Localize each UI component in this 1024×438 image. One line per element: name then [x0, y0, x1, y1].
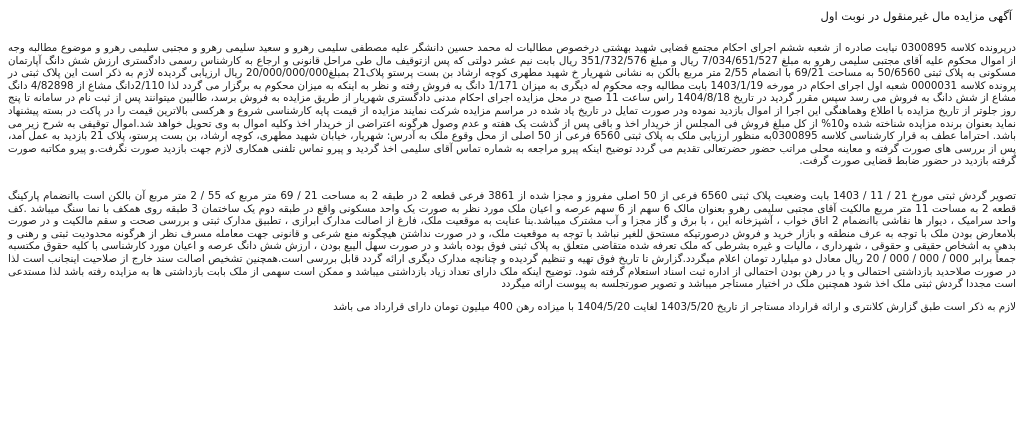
notice-paragraph-case-details: درپرونده کلاسه 0300895 نیابت صادره از شعبه ششم اجرای احکام مجتمع قضایی شهید بهشتی درخصوص مطالبات له محمد حسین دانشگر علیه مصطفی سلیمی رهرو و سعید سلیمی رهرو و مجتبی سلیمی رهرو و موضوع مطالبه وجه از اموال محکوم علیه آقای مجتبی سلیمی رهرو به مبلغ 7/034/651/527 ریال و مبلغ 351/732/576 ریال بابت نیم عشر دولتی که پس ازتوقیف مال طی مراحل قانونی و ارجاع به کارشناس رسمی دادگستری ارزش شش دانگ آپارتمان مسکونی به پلاک ثبتی 50/6560 به مساحت 69/21 با انضمام 2/55 متر مربع بالکن به نشانی شهریار خ شهید مطهری کوچه ارشاد بن بست پرستو پلاک21 بمبلغ20/000/000/000 ریال ارزیابی گردیده لازم به ذکر است این پلاک ثبتی در پرونده کلاسه 0000031 شعبه اول اجرای احکام در مورخه 1403/1/19 بابت مطالبه وجه محکوم له دیگری به میزان 1/171 دانگ به فروش رفته و نظر به اینکه به میزان محکوم به برگزار می گردد لذا 2/110دانگ مشاع از 4/82898 دانگ مشاع از شش دانگ به فروش می رسد سپس مقرر گردید در تاریخ 1404/8/18 راس ساعت 11 صبح در محل مزایده اجرای احکام مدنی دادگستری شهریار از طریق مزایده به فروش برسد، طالبین میتوانند پس از ثبت نام در سامانه تا پنج روز جلوتر از تاریخ مزایده با اطلاع وهماهنگی این اجرا از اموال بازدید نموده ودر صورت تمایل در تاریخ یاد شده در مراسم مزایده شرکت نمایند مزایده از قیمت پایه کارشناسی شروع و هرکسی بالاترین قیمت را در پاکت در بسته پیشنهاد نماید بعنوان برنده مزایده شناخته شده و10% از کل مبلغ فروش فی المجلس از خریدار اخذ و باقی پس از گذشت یک هفته و عدم وصول هرگونه اعتراضی از خریدار اخذ وکلیه اموال به وی تحویل خواهد شد.اموال توقیفی به شرح زیر می باشد. احتراما عطف به قرار کارشناسی کلاسه 0300895به منظور ارزیابی ملک به پلاک ثبتی 6560 فرعی از 50 اصلی از محل وقوع ملک به آدرس: شهریار، خیابان شهید مطهری، کوچه ارشاد، بن بست پرستو، پلاک 21 بازدید به عمل آمد، پس از بررسی های صورت گرفته و معاینه محلی مراتب حضور حضرتعالی تقدیم می گردد توضیح اینکه پیرو مراجعه به شماره تماس آقای سلیمی اخذ گردید و پیرو تماس تلفنی همکاری لازم جهت بازدید صورت نگرفت.و پیرو مکاتبه صورت گرفته بازدید در حضور ضابط قضایی صورت گرفت.	[8, 42, 1017, 168]
notice-title: آگهی مزایده مال غیرمنقول در نوبت اول	[820, 9, 1012, 23]
notice-paragraph-tenant-note: لازم به ذکر است طبق گزارش کلانتری و ارائه قرارداد مستاجر از تاریخ 1403/5/20 لغایت 1404/5/20 با میزاده رهن 400 میلیون تومان دارای قرارداد می باشد	[333, 300, 1016, 313]
notice-paragraph-property-description: تصویر گردش ثبتی مورخ 21 / 11 / 1403 بابت وضعیت پلاک ثبتی 6560 فرعی از 50 اصلی مفروز و مجزا شده از 3861 فرعی قطعه 2 در طبقه 2 به مساحت 21 / 69 متر مربع که 55 / 2 متر مربع آن بالکن است باانضمام پارکینگ قطعه 2 به مساحت 11 متر مربع مالکیت آقای مجتبی سلیمی رهرو بعنوان مالک 6 سهم از 6 سهم عرصه و اعیان ملک مورد نظر به صورت یک واحد مسکونی واقع در طبقه دوم یک ساختمان 3 طبقه روی همکف با نما سنگ میباشد .کف واحد سرامیک ، دیوار ها نقاشی باانضمام 2 اتاق خواب ، آشپزخانه این ، با برق و گاز مجزا و آب مشترک میباشد.بنا عنایت به موقعیت ملک، فارغ از اصالت مدارک ابرازی ، تطبیق مدارک ثبتی و بررسی صحت و سقم مالکیت و در صورت بلامعارض بودن ملک با توجه به عرف منطقه و بازار خرید و فروش درصورتیکه مستحق للغیر نباشد با توجه به موقعیت ملک، و در صورت نداشتن هیچگونه منع شرعی و قانونی جهت معامله مسرف نظر از هرگونه محدودیت ثبتی و رهنی و بدهی به اشخاص حقیقی و حقوقی ، شهرداری ، مالیات و غیره بشرطی که ملک تعرفه شده متقاضی متعلق به پلاک ثبتی فوق بوده باشد و در صورت سهل الیبع بودن ، ارزش شش دانگ عرصه و اعیان مورد کارشناسی با کلیه حقوق مکتسبه جمعاً برابر 000 / 000 / 000 / 20 ریال معادل دو میلیارد تومان اعلام میگردد.گزارش تا تاریخ فوق تهیه و تنظیم گردیده و چنانچه مدارک دیگری ارائه گردد قابل بررسی است.همچنین تشخیص اصالت سند خارج از صلاحیت اینجانب است لذا در صورت صلاحدید بازداشتی احتمالی و یا در رهن بودن احتمالی از اداره ثبت اسناد استعلام گرفته شود. توضیح اینکه ملک دارای تعداد زیاد بازداشتی میباشد و ممکن است سهمی از ملک بابت بازداشتی ها به مزایده رفته باشد لذا مستدعی است مجددا گردش ثبتی ملک اخذ شود همچنین ملک در اختیار مستاجر میباشد و تصویر صورتجلسه به پیوست ارائه میگردد	[8, 189, 1017, 291]
